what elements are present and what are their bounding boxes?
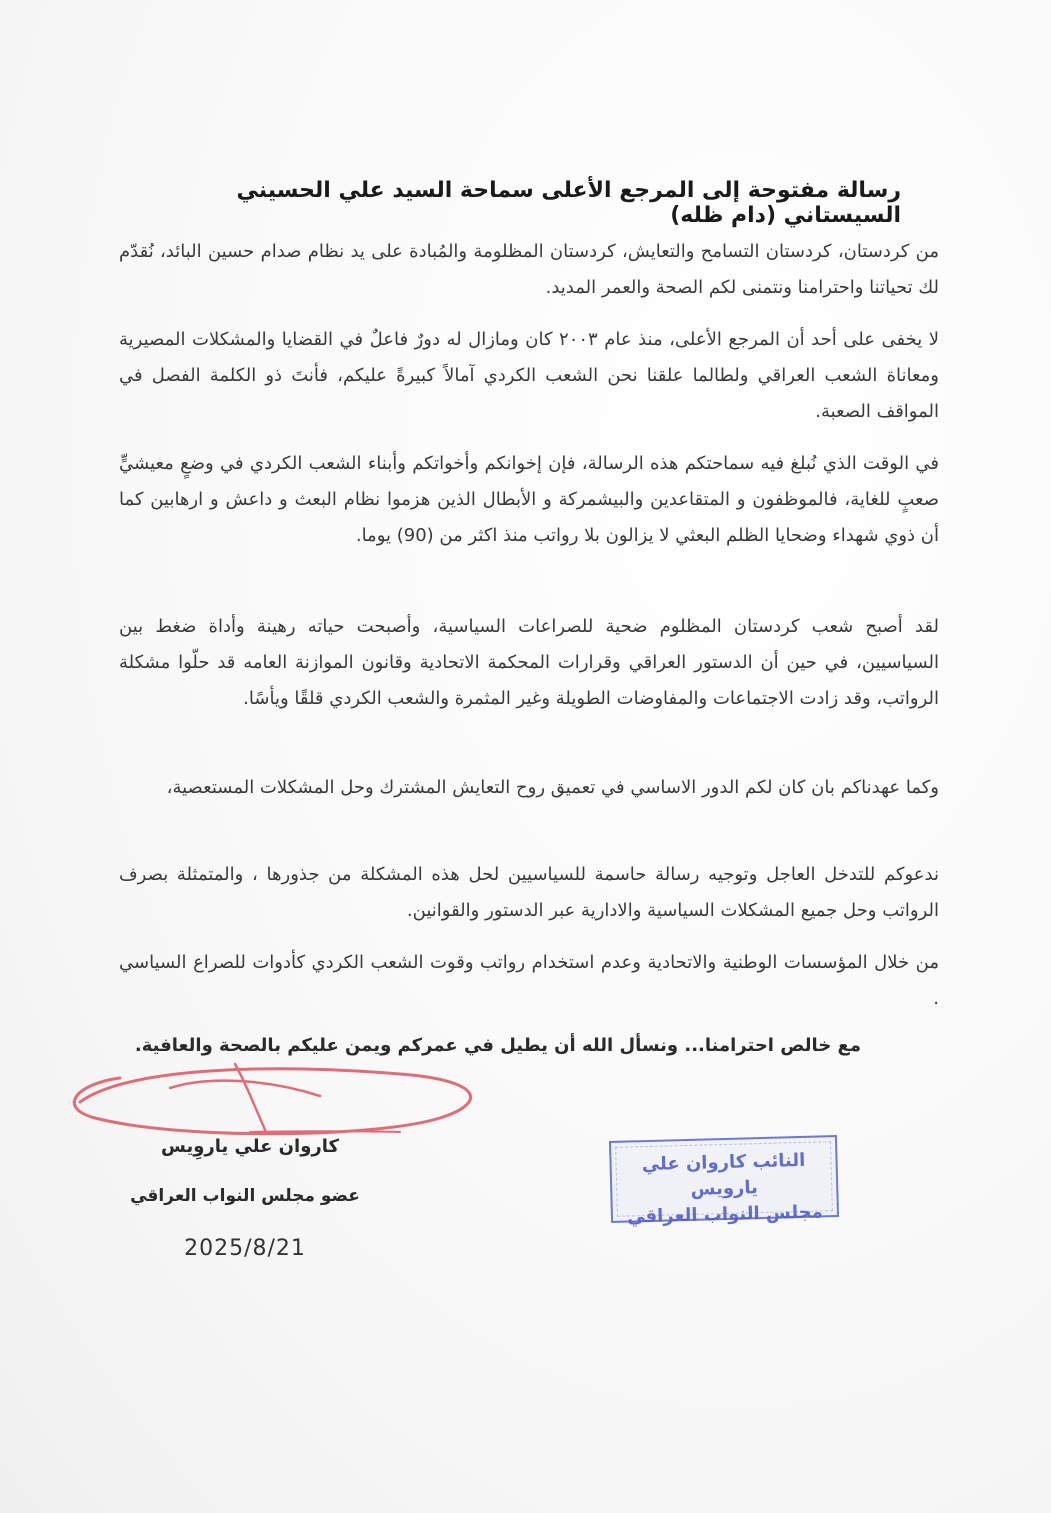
- paragraph-5: وكما عهدناكم بان كان لكم الدور الاساسي في تعميق روح التعايش المشترك وحل المشكلات المستعصية،: [166, 777, 939, 798]
- paragraph-4: لقد أصبح شعب كردستان المظلوم ضحية للصراعات السياسية، وأصبحت حياته رهينة وأداة ضغط بين السياسيين، في حين أن الدستور العراقي وقرارات المحكمة الاتحادية وقانون الموازنة العامه قد حلّوا مشكلة الرواتب، وقد زادت الاجتماعات والمفاوضات الطويلة وغير المثمرة والشعب الكردي قلقًا ويأسًا.: [119, 616, 939, 709]
- letter-title: رسالة مفتوحة إلى المرجع الأعلى سماحة السيد علي الحسيني السيستاني (دام ظله): [236, 178, 901, 228]
- signer-role: عضو مجلس النواب العراقي: [130, 1186, 360, 1206]
- paragraph-6: ندعوكم للتدخل العاجل وتوجيه رسالة حاسمة للسياسيين لحل هذه المشكلة من جذورها ، والمتمثلة بصرف الرواتب وحل جميع المشكلات السياسية والادارية عبر الدستور والقوانين.: [119, 864, 939, 921]
- official-stamp: [609, 1135, 839, 1228]
- paragraph-3: في الوقت الذي نُبلغ فيه سماحتكم هذه الرسالة، فإن إخوانكم وأخواتكم وأبناء الشعب الكردي في وضعٍ معيشيٍّ صعبٍ للغاية، فالموظفون و المتقاعدين والبيشمركة و الأبطال الذين هزموا نظام البعث و داعش و ارهابين كما أن ذوي شهداء وضحايا الظلم البعثي لا يزالون بلا رواتب منذ اكثر من (90) يوما.: [119, 453, 939, 546]
- paragraph-1: من كردستان، كردستان التسامح والتعايش، كردستان المظلومة والمُبادة على يد نظام صدام حسين البائد، نُقدّم لك تحياتنا واحترامنا ونتمنى لكم الصحة والعمر المديد.: [119, 241, 939, 298]
- paragraph-7: من خلال المؤسسات الوطنية والاتحادية وعدم استخدام رواتب وقوت الشعب الكردي كأدوات للصراع السياسي .: [119, 952, 939, 1009]
- letter-date: 2025/8/21: [184, 1236, 306, 1261]
- paragraph-2: لا يخفى على أحد أن المرجع الأعلى، منذ عام ٢٠٠٣ كان ومازال له دورٌ فاعلٌ في القضايا والمشكلات المصيرية ومعاناة الشعب العراقي ولطالما علقنا نحن الشعب الكردي آمالاً كبيرةً عليكم، فأنتَ ذو الكلمة الفصل في المواقف الصعبة.: [119, 329, 939, 422]
- signer-name: كاروان علي ياروِيس: [161, 1136, 339, 1157]
- stamp-line-2: مجلس النواب العراقي: [626, 1201, 824, 1228]
- closing-line: مع خالص احترامنا... ونسأل الله أن يطيل في عمركم ويمن عليكم بالصحة والعافية.: [134, 1035, 861, 1056]
- stamp-line-1: النائب كاروان علي يارويس: [641, 1149, 806, 1200]
